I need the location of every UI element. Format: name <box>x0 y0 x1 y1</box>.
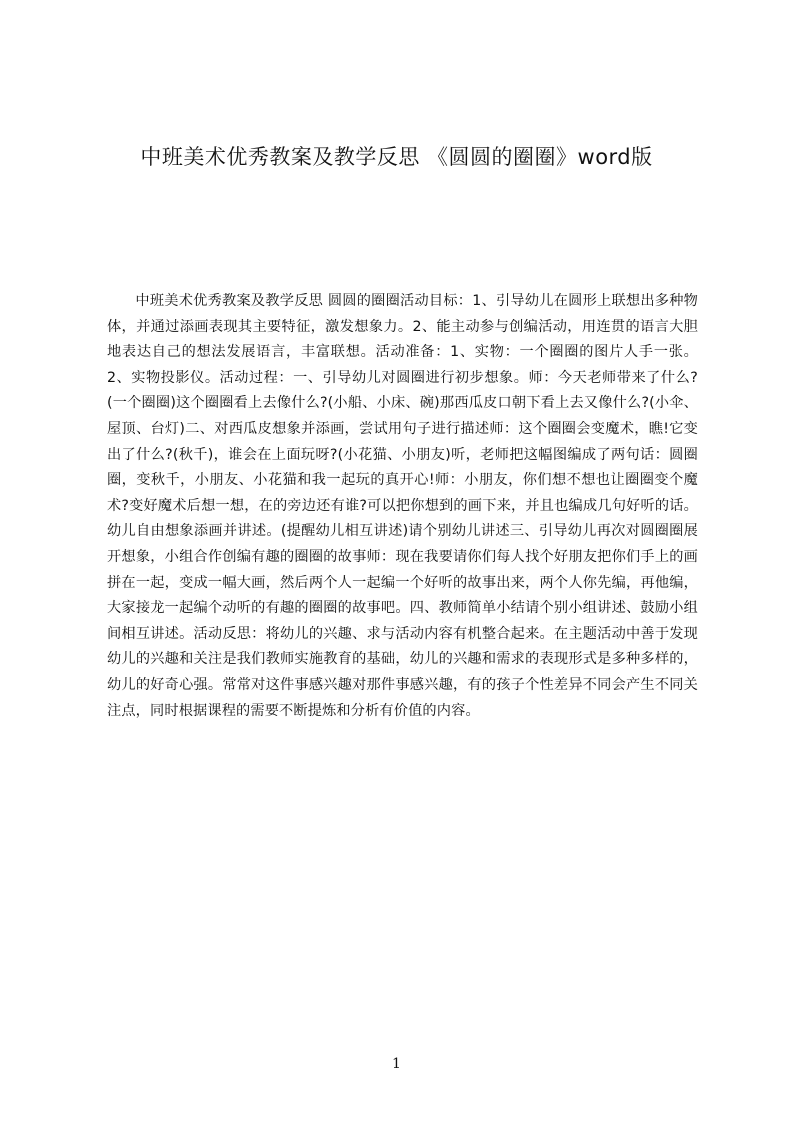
document-body-paragraph: 中班美术优秀教案及教学反思 圆圆的圈圈活动目标：1、引导幼儿在圆形上联想出多种物体，并通过添画表现其主要特征，激发想象力。2、能主动参与创编活动，用连贯的语言大胆地表达自己的想法发展语言，丰富联想。活动准备：1、实物：一个圈圈的图片人手一张。2、实物投影仪。活动过程：一、引导幼儿对圆圈进行初步想象。师：今天老师带来了什么?(一个圈圈)这个圈圈看上去像什么?(小船、小床、碗)那西瓜皮口朝下看上去又像什么?(小伞、屋顶、台灯)二、对西瓜皮想象并添画，尝试用句子进行描述师：这个圈圈会变魔术，瞧!它变出了什么?(秋千)，谁会在上面玩呀?(小花猫、小朋友)听，老师把这幅图编成了两句话：圆圈圈，变秋千，小朋友、小花猫和我一起玩的真开心!师：小朋友，你们想不想也让圈圈变个魔术?变好魔术后想一想，在的旁边还有谁?可以把你想到的画下来，并且也编成几句好听的话。幼儿自由想象添画并讲述。(提醒幼儿相互讲述)请个别幼儿讲述三、引导幼儿再次对圆圈圈展开想象，小组合作创编有趣的圈圈的故事师：现在我要请你们每人找个好朋友把你们手上的画拼在一起，变成一幅大画，然后两个人一起编一个好听的故事出来，两个人你先编，再他编，大家接龙一起编个动听的有趣的圈圈的故事吧。四、教师简单小结请个别小组讲述、鼓励小组间相互讲述。活动反思：将幼儿的兴趣、求与活动内容有机整合起来。在主题活动中善于发现幼儿的兴趣和关注是我们教师实施教育的基础，幼儿的兴趣和需求的表现形式是多种多样的，幼儿的好奇心强。常常对这件事感兴趣对那件事感兴趣，有的孩子个性差异不同会产生不同关注点，同时根据课程的需要不断提炼和分析有价值的内容。 <box>107 293 698 719</box>
page-number: 1 <box>392 1056 401 1072</box>
document-title: 中班美术优秀教案及教学反思 《圆圆的圈圈》word版 <box>140 145 653 169</box>
